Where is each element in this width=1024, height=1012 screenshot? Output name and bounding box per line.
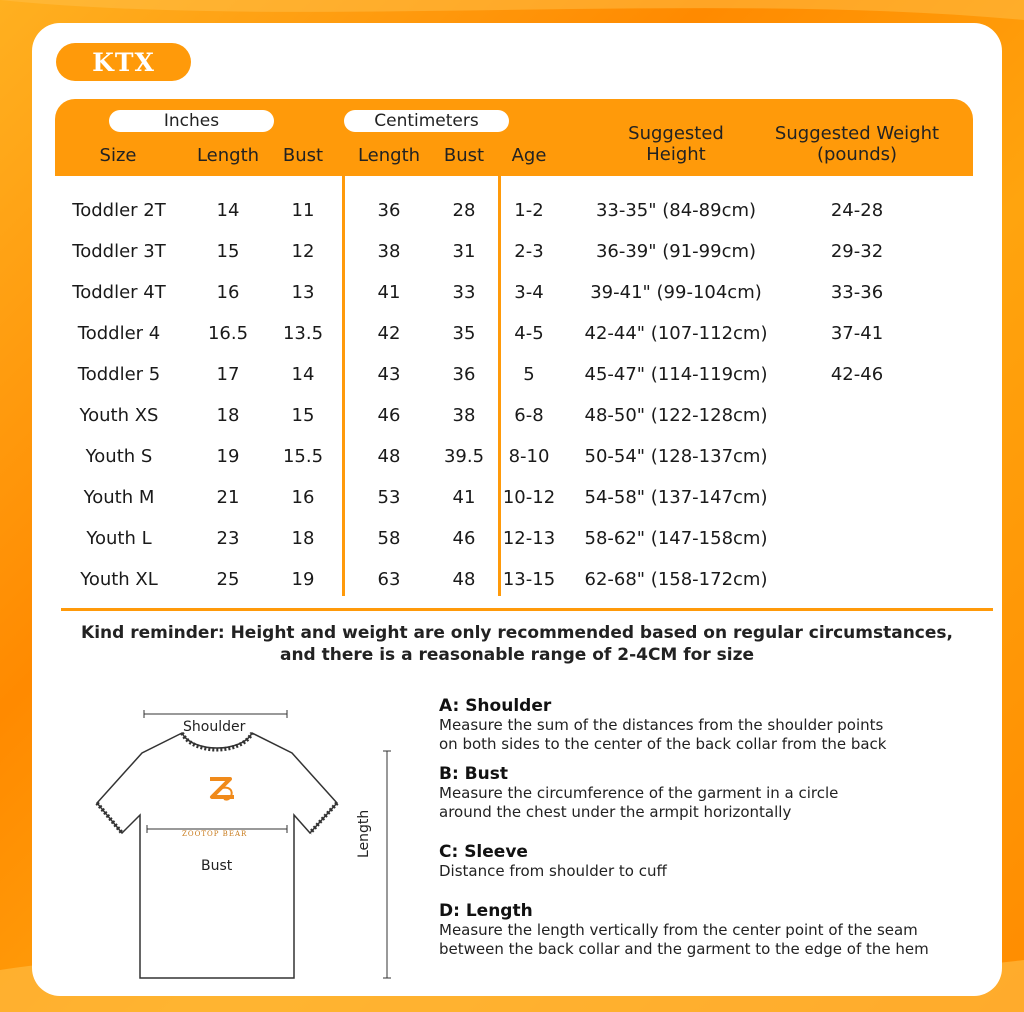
measurement-title: A: Shoulder: [439, 696, 552, 716]
cell-age: 13-15: [502, 569, 556, 590]
cell-age: 10-12: [502, 487, 556, 508]
cell-in-len: 23: [216, 528, 240, 549]
table-row: [32, 190, 1002, 231]
cell-age: 4-5: [514, 323, 544, 344]
cell-size: Youth S: [85, 446, 153, 467]
cell-cm-len: 58: [377, 528, 401, 549]
cell-age: 8-10: [508, 446, 550, 467]
cell-size: Toddler 3T: [72, 241, 166, 262]
table-row: [32, 354, 1002, 395]
centimeters-group-label: Centimeters: [344, 110, 509, 132]
table-row: [32, 518, 1002, 559]
header-height-line1: Suggested: [628, 123, 724, 144]
cell-cm-len: 48: [377, 446, 401, 467]
cell-age: 5: [523, 364, 535, 385]
cell-in-bust: 19: [291, 569, 315, 590]
table-row: [32, 272, 1002, 313]
cell-cm-len: 43: [377, 364, 401, 385]
cell-weight: 24-28: [830, 200, 884, 221]
table-row: [32, 231, 1002, 272]
kind-reminder: [32, 622, 1002, 666]
measurement-title: B: Bust: [439, 764, 508, 784]
tshirt-diagram: [92, 693, 392, 993]
logo-text: ZOOTOP BEAR: [182, 830, 248, 838]
brand-badge: KTX: [56, 43, 191, 81]
cell-cm-bust: 48: [452, 569, 476, 590]
cell-cm-bust: 28: [452, 200, 476, 221]
cell-cm-len: 36: [377, 200, 401, 221]
cell-in-len: 18: [216, 405, 240, 426]
cell-cm-bust: 39.5: [443, 446, 485, 467]
cell-cm-bust: 31: [452, 241, 476, 262]
cell-cm-bust: 36: [452, 364, 476, 385]
header-weight-line1: Suggested Weight: [774, 123, 940, 144]
header-cm-length: Length: [357, 145, 421, 166]
cell-age: 6-8: [514, 405, 544, 426]
cell-age: 2-3: [514, 241, 544, 262]
header-age: Age: [511, 145, 547, 166]
cell-size: Toddler 5: [77, 364, 161, 385]
cell-in-len: 25: [216, 569, 240, 590]
cell-height: 45-47" (114-119cm): [584, 364, 768, 385]
table-row: [32, 559, 1002, 600]
measurement-shoulder: [439, 696, 979, 754]
cell-cm-bust: 38: [452, 405, 476, 426]
cell-age: 3-4: [514, 282, 544, 303]
header-height-line2: Height: [646, 144, 706, 165]
cell-cm-len: 63: [377, 569, 401, 590]
shoulder-label: Shoulder: [183, 719, 246, 735]
cell-height: 33-35" (84-89cm): [595, 200, 757, 221]
cell-weight: 33-36: [830, 282, 884, 303]
measurement-bust: [439, 764, 979, 822]
cell-cm-len: 53: [377, 487, 401, 508]
reminder-line-2: and there is a reasonable range of 2-4CM for size: [279, 645, 755, 665]
cell-weight: 37-41: [830, 323, 884, 344]
measurement-desc: Measure the length vertically from the center point of the seam: [439, 921, 918, 939]
header-inch-bust: Bust: [282, 145, 324, 166]
cell-height: 54-58" (137-147cm): [584, 487, 768, 508]
table-row: [32, 477, 1002, 518]
cell-in-len: 15: [216, 241, 240, 262]
cell-in-bust: 13: [291, 282, 315, 303]
cell-in-bust: 18: [291, 528, 315, 549]
cell-in-bust: 11: [291, 200, 315, 221]
cell-height: 58-62" (147-158cm): [584, 528, 768, 549]
cell-in-bust: 13.5: [282, 323, 324, 344]
measurement-desc: around the chest under the armpit horizontally: [439, 803, 792, 821]
cell-size: Toddler 2T: [72, 200, 166, 221]
measurement-length: [439, 901, 979, 959]
cell-size: Toddler 4: [77, 323, 161, 344]
cell-cm-len: 41: [377, 282, 401, 303]
section-divider: [61, 608, 993, 611]
cell-in-len: 21: [216, 487, 240, 508]
cell-cm-len: 46: [377, 405, 401, 426]
measurement-desc: Measure the sum of the distances from the shoulder points: [439, 716, 884, 734]
size-chart-card: [32, 23, 1002, 996]
cell-size: Youth M: [83, 487, 155, 508]
cell-weight: 42-46: [830, 364, 884, 385]
header-size: Size: [99, 145, 137, 166]
cell-cm-len: 42: [377, 323, 401, 344]
cell-height: 62-68" (158-172cm): [584, 569, 768, 590]
measurement-sleeve: [439, 842, 979, 881]
cell-weight: 29-32: [830, 241, 884, 262]
measurement-desc: on both sides to the center of the back collar from the back: [439, 735, 887, 753]
table-row: [32, 313, 1002, 354]
cell-height: 36-39" (91-99cm): [595, 241, 757, 262]
cell-in-len: 19: [216, 446, 240, 467]
header-inch-length: Length: [196, 145, 260, 166]
cell-in-bust: 12: [291, 241, 315, 262]
tshirt-icon: [92, 693, 392, 993]
inches-group-label: Inches: [109, 110, 274, 132]
cell-cm-bust: 41: [452, 487, 476, 508]
cell-in-bust: 16: [291, 487, 315, 508]
bust-label: Bust: [201, 858, 233, 874]
reminder-line-1: Kind reminder: Height and weight are only recommended based on regular circumstances,: [81, 623, 953, 643]
measurement-desc: Measure the circumference of the garment in a circle: [439, 784, 839, 802]
cell-in-len: 16: [216, 282, 240, 303]
cell-in-len: 17: [216, 364, 240, 385]
cell-in-bust: 14: [291, 364, 315, 385]
cell-size: Toddler 4T: [72, 282, 166, 303]
measurement-title: D: Length: [439, 901, 533, 921]
cell-cm-bust: 35: [452, 323, 476, 344]
cell-height: 48-50" (122-128cm): [584, 405, 768, 426]
cell-height: 39-41" (99-104cm): [590, 282, 762, 303]
cell-size: Youth L: [86, 528, 152, 549]
cell-cm-len: 38: [377, 241, 401, 262]
measurement-title: C: Sleeve: [439, 842, 528, 862]
measurement-desc: Distance from shoulder to cuff: [439, 862, 667, 880]
cell-in-bust: 15.5: [282, 446, 324, 467]
table-header: [55, 99, 973, 176]
cell-height: 42-44" (107-112cm): [584, 323, 768, 344]
length-label: Length: [356, 809, 372, 858]
table-row: [32, 436, 1002, 477]
cell-size: Youth XS: [79, 405, 159, 426]
table-row: [32, 395, 1002, 436]
cell-age: 12-13: [502, 528, 556, 549]
cell-in-bust: 15: [291, 405, 315, 426]
measurement-desc: between the back collar and the garment to the edge of the hem: [439, 940, 929, 958]
header-cm-bust: Bust: [443, 145, 485, 166]
cell-age: 1-2: [514, 200, 544, 221]
header-weight-line2: (pounds): [816, 144, 898, 165]
cell-cm-bust: 33: [452, 282, 476, 303]
cell-in-len: 14: [216, 200, 240, 221]
cell-size: Youth XL: [80, 569, 158, 590]
cell-in-len: 16.5: [207, 323, 249, 344]
table-body: [32, 176, 1002, 596]
cell-cm-bust: 46: [452, 528, 476, 549]
cell-height: 50-54" (128-137cm): [584, 446, 768, 467]
